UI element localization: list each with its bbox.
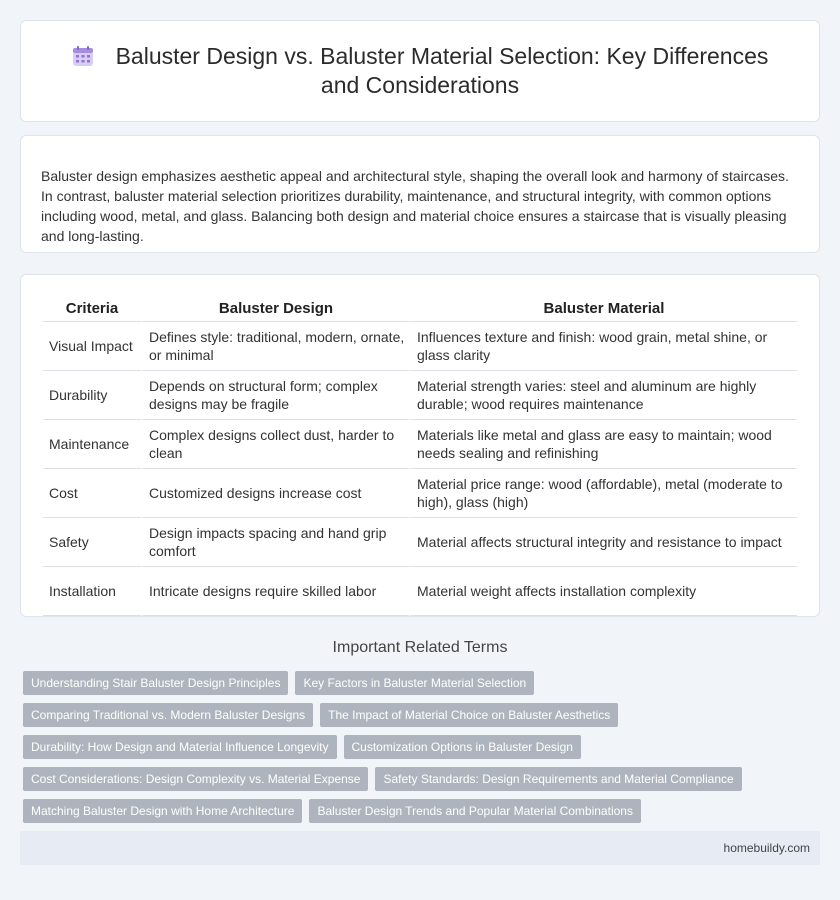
design-cell: Intricate designs require skilled labor [141, 567, 409, 616]
footer-site-link[interactable]: homebuildy.com [723, 841, 810, 855]
material-cell: Materials like metal and glass are easy to maintain; wood needs sealing and refinishing [409, 420, 797, 469]
criteria-cell: Cost [43, 469, 141, 518]
tag-row [23, 671, 820, 695]
header-baluster-design: Baluster Design [141, 297, 409, 322]
related-terms-title: Important Related Terms [332, 639, 508, 656]
calendar-grid-icon [72, 45, 94, 67]
criteria-cell: Durability [43, 371, 141, 420]
comparison-table-card [20, 274, 820, 617]
table-row [43, 371, 797, 420]
related-term-tag[interactable]: Durability: How Design and Material Influence Longevity [23, 735, 337, 759]
table-row [43, 322, 797, 371]
material-cell: Influences texture and finish: wood grain, metal shine, or glass clarity [409, 322, 797, 371]
header-card [20, 20, 820, 122]
criteria-cell: Visual Impact [43, 322, 141, 371]
design-cell: Complex designs collect dust, harder to clean [141, 420, 409, 469]
tag-row [23, 735, 820, 759]
comparison-table [43, 297, 797, 616]
table-header-row [43, 297, 797, 322]
related-term-tag[interactable]: Matching Baluster Design with Home Architecture [23, 799, 302, 823]
related-term-tag[interactable]: Understanding Stair Baluster Design Principles [23, 671, 288, 695]
criteria-cell: Safety [43, 518, 141, 567]
material-cell: Material affects structural integrity and resistance to impact [409, 518, 797, 567]
intro-text: Baluster design emphasizes aesthetic appeal and architectural style, shaping the overall look and harmony of staircases. In contrast, baluster material selection prioritizes durability, maintenance, and structural integrity, with common options including wood, metal, and glass. Balancing both design and material choice ensures a staircase that is visually pleasing and long-lasting. [41, 168, 789, 244]
table-row [43, 567, 797, 616]
footer [20, 831, 820, 865]
related-term-tag[interactable]: Baluster Design Trends and Popular Material Combinations [309, 799, 641, 823]
related-term-tag[interactable]: The Impact of Material Choice on Baluster Aesthetics [320, 703, 618, 727]
header-baluster-material: Baluster Material [409, 297, 797, 322]
related-term-tag[interactable]: Customization Options in Baluster Design [344, 735, 581, 759]
design-cell: Design impacts spacing and hand grip comfort [141, 518, 409, 567]
header-criteria: Criteria [43, 297, 141, 322]
table-row [43, 469, 797, 518]
intro-card [20, 135, 820, 253]
related-term-tag[interactable]: Key Factors in Baluster Material Selection [295, 671, 534, 695]
related-term-tag[interactable]: Comparing Traditional vs. Modern Baluster Designs [23, 703, 313, 727]
design-cell: Depends on structural form; complex designs may be fragile [141, 371, 409, 420]
table-row [43, 420, 797, 469]
tag-row [23, 799, 820, 823]
material-cell: Material strength varies: steel and aluminum are highly durable; wood requires maintenance [409, 371, 797, 420]
tag-row [23, 703, 820, 727]
criteria-cell: Installation [43, 567, 141, 616]
page-title-wrap [51, 42, 789, 100]
related-term-tag[interactable]: Cost Considerations: Design Complexity vs. Material Expense [23, 767, 368, 791]
table-row [43, 518, 797, 567]
criteria-cell: Maintenance [43, 420, 141, 469]
tag-row [23, 767, 820, 791]
related-term-tag[interactable]: Safety Standards: Design Requirements and Material Compliance [375, 767, 741, 791]
related-terms-list [20, 671, 820, 823]
design-cell: Customized designs increase cost [141, 469, 409, 518]
design-cell: Defines style: traditional, modern, ornate, or minimal [141, 322, 409, 371]
material-cell: Material price range: wood (affordable), metal (moderate to high), glass (high) [409, 469, 797, 518]
material-cell: Material weight affects installation complexity [409, 567, 797, 616]
page-title: Baluster Design vs. Baluster Material Selection: Key Differences and Considerations [115, 43, 769, 98]
